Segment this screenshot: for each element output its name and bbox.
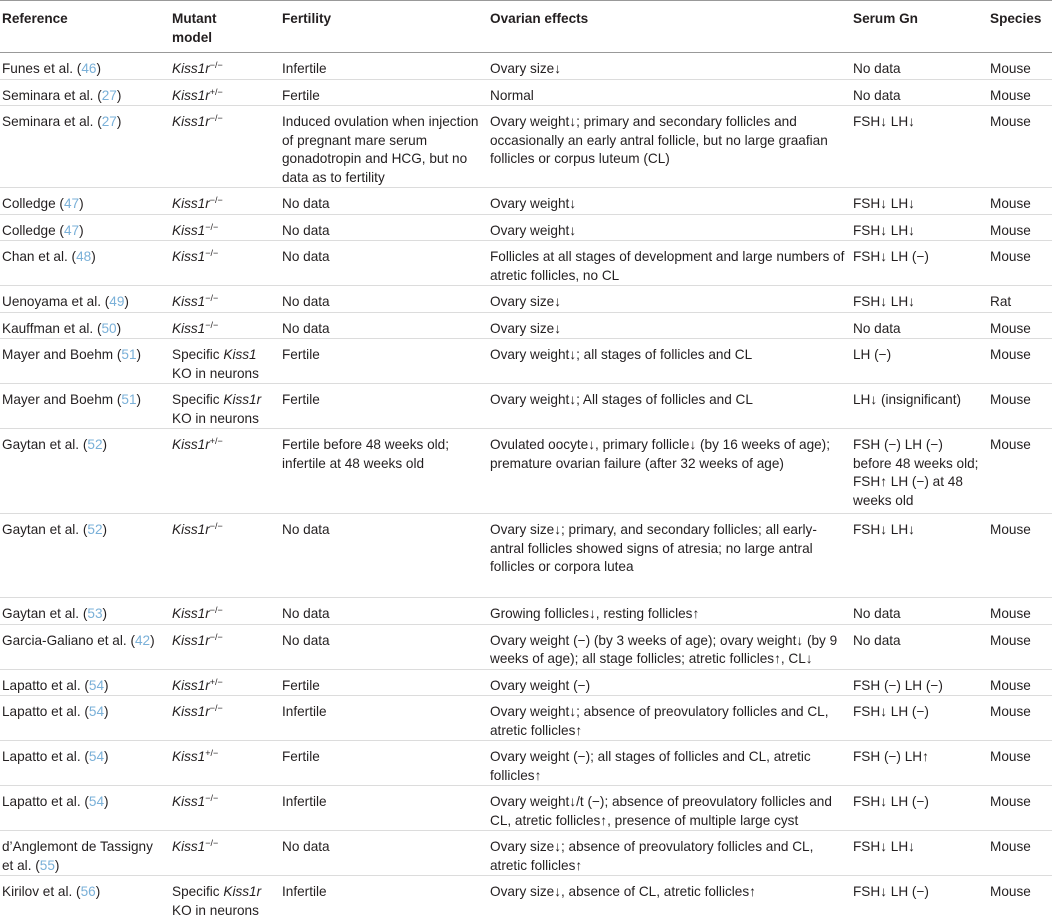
cell-species: Mouse <box>990 884 1031 899</box>
reference-author: Lapatto et al. ( <box>2 794 89 809</box>
table-row <box>0 741 1052 786</box>
cell-serum-gn: FSH↓ LH↓ <box>851 514 988 598</box>
cell-serum-gn: No data <box>851 79 988 106</box>
cell-serum-gn: FSH↓ LH↓ <box>851 106 988 188</box>
header-ovarian-effects: Ovarian effects <box>488 1 851 53</box>
model-gene: Kiss1r <box>172 196 210 211</box>
cell-reference <box>0 79 170 106</box>
citation-link[interactable]: 42 <box>134 632 151 648</box>
cell-reference <box>0 598 170 625</box>
cell-ovarian-effects: Ovary weight↓; absence of preovulatory follicles and CL, atretic follicles↑ <box>488 696 851 741</box>
reference-author: Colledge ( <box>2 196 64 211</box>
cell-species: Mouse <box>988 384 1052 429</box>
reference-author: Seminara et al. ( <box>2 114 102 129</box>
model-gene: Kiss1 <box>172 749 206 764</box>
reference-close-paren: ) <box>79 222 84 238</box>
citation-link[interactable]: 27 <box>101 87 117 103</box>
reference-author: Funes et al. ( <box>2 61 82 76</box>
cell-ovarian-effects: Ovary size↓ <box>488 53 851 80</box>
cell-mutant-model <box>170 598 280 625</box>
model-gene: Kiss1 <box>172 839 206 854</box>
cell-serum-gn: FSH↓ LH (−) <box>851 696 988 741</box>
cell-fertility: Fertile <box>280 79 488 106</box>
cell-mutant-model <box>170 696 280 741</box>
citation-link[interactable]: 51 <box>121 392 137 407</box>
citation-link[interactable]: 54 <box>88 677 105 693</box>
model-gene: Kiss1r <box>172 114 210 129</box>
model-gene: Kiss1 <box>223 347 257 362</box>
reference-close-paren: ) <box>91 249 96 264</box>
cell-species: Mouse <box>988 339 1052 384</box>
cell-ovarian-effects: Ovary size↓ <box>488 312 851 339</box>
model-genotype: −/− <box>209 631 223 642</box>
cell-mutant-model <box>170 312 280 339</box>
cell-ovarian-effects: Ovary size↓; primary, and secondary follicles; all early-antral follicles showed signs of atresia; no large antral follicles or corpora lutea <box>488 514 851 598</box>
reference-close-paren: ) <box>79 196 84 211</box>
cell-reference <box>0 286 170 313</box>
cell-mutant-model <box>170 624 280 669</box>
cell-ovarian-effects: Follicles at all stages of development and large numbers of atretic follicles, no CL <box>488 241 851 286</box>
cell-serum-gn: FSH↓ LH↓ <box>851 214 988 241</box>
reference-close-paren: ) <box>96 61 101 76</box>
cell-mutant-model <box>170 53 280 80</box>
cell-fertility: Fertile <box>280 384 488 429</box>
cell-serum-gn: FSH↓ LH↓ <box>851 188 988 215</box>
cell-species: Mouse <box>988 53 1052 80</box>
cell-reference <box>0 514 170 598</box>
cell-serum-gn: FSH↓ LH↓ <box>851 831 988 876</box>
model-genotype: +/− <box>209 436 223 446</box>
reference-author: Kauffman et al. ( <box>2 320 102 336</box>
citation-link[interactable]: 56 <box>80 884 96 899</box>
cell-serum-gn: No data <box>851 598 988 625</box>
cell-fertility: Infertile <box>280 786 488 831</box>
cell-serum-gn: No data <box>851 53 988 80</box>
cell-reference <box>0 429 170 514</box>
cell-species: Mouse <box>988 79 1052 106</box>
cell-reference <box>0 624 170 669</box>
table-row <box>0 429 1052 514</box>
model-gene: Kiss1r <box>172 632 210 648</box>
cell-species: Mouse <box>988 241 1052 286</box>
cell-mutant-model <box>170 214 280 241</box>
cell-reference <box>0 188 170 215</box>
cell-ovarian-effects: Ovulated oocyte↓, primary follicle↓ (by 16 weeks of age); premature ovarian failure (after 32 weeks of age) <box>488 429 851 514</box>
model-gene: Kiss1 <box>172 249 206 264</box>
citation-link[interactable]: 54 <box>88 794 105 809</box>
model-genotype: −/− <box>209 703 223 713</box>
table-row <box>0 53 1052 80</box>
cell-species: Mouse <box>988 598 1052 625</box>
model-genotype: +/− <box>209 86 223 97</box>
model-genotype: −/− <box>209 195 223 205</box>
cell-reference <box>0 312 170 339</box>
reference-author: Lapatto et al. ( <box>2 677 89 693</box>
cell-reference <box>0 384 170 429</box>
reference-close-paren: ) <box>136 392 142 407</box>
table-row <box>0 79 1052 106</box>
header-fertility: Fertility <box>280 1 488 53</box>
cell-species: Mouse <box>988 106 1052 188</box>
model-genotype: −/− <box>209 605 223 615</box>
cell-species: Mouse <box>988 786 1052 831</box>
model-gene: Kiss1r <box>223 392 262 407</box>
cell-reference <box>0 696 170 741</box>
cell-species: Mouse <box>988 312 1052 339</box>
cell-fertility: No data <box>280 598 488 625</box>
cell-serum-gn: FSH↓ LH (−) <box>853 884 929 899</box>
reference-close-paren: ) <box>116 87 122 103</box>
cell-fertility: No data <box>280 241 488 286</box>
table-row <box>0 831 1052 876</box>
reference-close-paren: ) <box>95 884 101 899</box>
reference-close-paren: ) <box>116 114 122 129</box>
reference-close-paren: ) <box>102 437 108 452</box>
cell-ovarian-effects: Ovary size↓, absence of CL, atretic follicles↑ <box>490 884 756 899</box>
cell-fertility: Infertile <box>282 884 327 899</box>
citation-link[interactable]: 48 <box>76 249 92 264</box>
citation-link[interactable]: 55 <box>39 857 55 873</box>
cell-ovarian-effects: Ovary size↓ <box>488 286 851 313</box>
reference-author: Uenoyama et al. ( <box>2 294 110 309</box>
table-row <box>0 598 1052 625</box>
model-genotype: −/− <box>209 113 223 123</box>
cell-mutant-model <box>170 241 280 286</box>
cell-mutant-model <box>170 286 280 313</box>
reference-author: d’Anglemont de Tassigny et al. ( <box>2 839 153 873</box>
cell-reference <box>0 339 170 384</box>
reference-close-paren: ) <box>124 294 129 309</box>
reference-close-paren: ) <box>104 677 109 693</box>
model-suffix: KO in neurons <box>172 410 259 426</box>
model-gene: Kiss1r <box>223 884 262 899</box>
table-row <box>0 106 1052 188</box>
table-row <box>0 214 1052 241</box>
cell-species: Rat <box>988 286 1052 313</box>
cell-serum-gn: No data <box>851 624 988 669</box>
table-row <box>0 384 1052 429</box>
cell-species: Mouse <box>988 696 1052 741</box>
model-genotype: −/− <box>205 838 219 848</box>
reference-author: Kirilov et al. ( <box>2 884 81 899</box>
model-genotype: +/− <box>205 748 219 758</box>
header-serum-gn: Serum Gn <box>851 1 988 53</box>
cell-mutant-model <box>170 514 280 598</box>
header-row <box>0 1 1052 53</box>
cell-serum-gn: FSH↓ LH (−) <box>851 786 988 831</box>
model-prefix: Specific <box>172 884 224 899</box>
citation-link[interactable]: 27 <box>101 114 117 129</box>
model-suffix: KO in neurons <box>172 365 259 381</box>
reference-close-paren: ) <box>150 632 155 648</box>
cell-ovarian-effects: Ovary weight (−) (by 3 weeks of age); ovary weight↓ (by 9 weeks of age); all stage follicles; atretic follicles↑, CL↓ <box>488 624 851 669</box>
citation-link[interactable]: 46 <box>81 61 97 76</box>
model-gene: Kiss1 <box>172 320 206 336</box>
cell-serum-gn: FSH↓ LH↓ <box>851 286 988 313</box>
citation-link[interactable]: 47 <box>63 196 80 211</box>
cell-serum-gn: No data <box>851 312 988 339</box>
reference-author: Chan et al. ( <box>2 249 77 264</box>
cell-mutant-model <box>170 339 280 384</box>
cell-species: Mouse <box>988 429 1052 514</box>
model-gene: Kiss1r <box>172 677 210 693</box>
cell-fertility: No data <box>280 188 488 215</box>
table-row <box>0 669 1052 696</box>
cell-ovarian-effects: Ovary weight↓ <box>488 214 851 241</box>
table-row <box>0 312 1052 339</box>
cell-mutant-model <box>170 831 280 876</box>
reference-author: Lapatto et al. ( <box>2 749 89 764</box>
header-species: Species <box>988 1 1052 53</box>
cell-ovarian-effects: Ovary weight↓; All stages of follicles and CL <box>488 384 851 429</box>
cell-fertility: No data <box>280 312 488 339</box>
cell-reference <box>0 53 170 80</box>
cell-fertility: No data <box>280 624 488 669</box>
citation-link[interactable]: 52 <box>87 522 103 537</box>
cell-mutant-model <box>170 786 280 831</box>
cell-mutant-model <box>170 384 280 429</box>
citation-link[interactable]: 49 <box>109 294 125 309</box>
reference-close-paren: ) <box>104 704 109 719</box>
cell-species: Mouse <box>988 214 1052 241</box>
cell-ovarian-effects: Ovary weight↓; all stages of follicles and CL <box>488 339 851 384</box>
reference-close-paren: ) <box>136 347 142 362</box>
citation-link[interactable]: 47 <box>63 222 80 238</box>
cell-ovarian-effects: Ovary size↓; absence of preovulatory follicles and CL, atretic follicles↑ <box>488 831 851 876</box>
model-gene: Kiss1r <box>172 606 210 621</box>
cell-ovarian-effects: Ovary weight (−); all stages of follicles and CL, atretic follicles↑ <box>488 741 851 786</box>
cell-fertility: No data <box>280 831 488 876</box>
table-row <box>0 514 1052 598</box>
model-gene: Kiss1r <box>172 522 210 537</box>
cell-species: Mouse <box>988 624 1052 669</box>
cell-fertility: No data <box>280 214 488 241</box>
reference-author: Gaytan et al. ( <box>2 522 88 537</box>
model-genotype: −/− <box>209 521 223 531</box>
reference-author: Seminara et al. ( <box>2 87 102 103</box>
cell-serum-gn: FSH (−) LH (−) before 48 weeks old; FSH↑ LH (−) at 48 weeks old <box>851 429 988 514</box>
cell-mutant-model <box>170 429 280 514</box>
reference-author: Gaytan et al. ( <box>2 437 88 452</box>
model-gene: Kiss1r <box>172 437 210 452</box>
cell-fertility: Infertile <box>280 53 488 80</box>
cell-reference <box>0 831 170 876</box>
cell-fertility: Fertile <box>280 669 488 696</box>
reference-author: Lapatto et al. ( <box>2 704 89 719</box>
cell-reference <box>0 241 170 286</box>
header-mutant-model: Mutant model <box>170 1 280 53</box>
model-genotype: −/− <box>205 319 219 330</box>
cell-species: Mouse <box>988 669 1052 696</box>
cell-reference <box>0 741 170 786</box>
reference-author: Garcia-Galiano et al. ( <box>2 632 135 648</box>
model-gene: Kiss1r <box>172 87 210 103</box>
citation-link[interactable]: 54 <box>88 704 105 719</box>
cell-species: Mouse <box>988 831 1052 876</box>
cell-mutant-model <box>170 876 280 921</box>
cell-fertility: Fertile <box>280 339 488 384</box>
table-body <box>0 53 1052 921</box>
reference-author: Mayer and Boehm ( <box>2 392 122 407</box>
cell-serum-gn: LH (−) <box>851 339 988 384</box>
reference-close-paren: ) <box>102 522 108 537</box>
cell-ovarian-effects: Normal <box>488 79 851 106</box>
table-row <box>0 876 1052 921</box>
table-row <box>0 624 1052 669</box>
model-genotype: −/− <box>205 793 219 803</box>
cell-fertility: Induced ovulation when injection of pregnant mare serum gonadotropin and HCG, but no data as to fertility <box>280 106 488 188</box>
cell-mutant-model <box>170 188 280 215</box>
cell-reference <box>0 786 170 831</box>
citation-link[interactable]: 53 <box>87 606 103 621</box>
cell-ovarian-effects: Ovary weight (−) <box>488 669 851 696</box>
cell-serum-gn: FSH↓ LH (−) <box>851 241 988 286</box>
cell-ovarian-effects: Ovary weight↓; primary and secondary follicles and occasionally an early antral follicle, but no large graafian follicles or corpus luteum (CL) <box>488 106 851 188</box>
cell-reference <box>0 876 170 921</box>
cell-fertility: Fertile <box>280 741 488 786</box>
reference-author: Gaytan et al. ( <box>2 606 88 621</box>
table-row <box>0 339 1052 384</box>
model-gene: Kiss1 <box>172 294 206 309</box>
table-row <box>0 188 1052 215</box>
cell-reference <box>0 106 170 188</box>
table-row <box>0 286 1052 313</box>
cell-mutant-model <box>170 669 280 696</box>
cell-mutant-model <box>170 79 280 106</box>
cell-ovarian-effects: Growing follicles↓, resting follicles↑ <box>488 598 851 625</box>
cell-fertility: Infertile <box>280 696 488 741</box>
model-suffix: KO in neurons <box>172 902 259 918</box>
model-gene: Kiss1 <box>172 794 206 809</box>
citation-link[interactable]: 50 <box>101 320 117 336</box>
reference-close-paren: ) <box>116 320 122 336</box>
cell-reference <box>0 214 170 241</box>
cell-species: Mouse <box>988 188 1052 215</box>
model-gene: Kiss1 <box>172 222 206 238</box>
reference-close-paren: ) <box>104 749 109 764</box>
cell-serum-gn: FSH (−) LH (−) <box>851 669 988 696</box>
cell-species: Mouse <box>988 741 1052 786</box>
reference-close-paren: ) <box>54 857 60 873</box>
reference-author: Mayer and Boehm ( <box>2 347 122 362</box>
reference-close-paren: ) <box>102 606 108 621</box>
cell-serum-gn: FSH (−) LH↑ <box>851 741 988 786</box>
citation-link[interactable]: 52 <box>87 437 103 452</box>
header-reference: Reference <box>0 1 170 53</box>
model-gene: Kiss1r <box>172 61 210 76</box>
model-genotype: −/− <box>205 221 219 232</box>
model-genotype: −/− <box>209 60 223 70</box>
cell-serum-gn: LH↓ (insignificant) <box>851 384 988 429</box>
model-gene: Kiss1r <box>172 704 210 719</box>
reference-author: Colledge ( <box>2 222 64 238</box>
model-genotype: −/− <box>205 248 219 258</box>
citation-link[interactable]: 51 <box>121 347 137 362</box>
cell-mutant-model <box>170 106 280 188</box>
model-genotype: +/− <box>209 676 223 687</box>
cell-ovarian-effects: Ovary weight↓ <box>488 188 851 215</box>
citation-link[interactable]: 54 <box>88 749 105 764</box>
cell-ovarian-effects: Ovary weight↓/t (−); absence of preovulatory follicles and CL, atretic follicles↑, presence of multiple large cyst <box>488 786 851 831</box>
cell-fertility: No data <box>280 514 488 598</box>
cell-species: Mouse <box>988 514 1052 598</box>
model-genotype: −/− <box>205 293 219 303</box>
model-prefix: Specific <box>172 347 224 362</box>
model-prefix: Specific <box>172 392 224 407</box>
reference-close-paren: ) <box>104 794 109 809</box>
cell-mutant-model <box>170 741 280 786</box>
cell-reference <box>0 669 170 696</box>
cell-fertility: Fertile before 48 weeks old; infertile at 48 weeks old <box>280 429 488 514</box>
table-row <box>0 241 1052 286</box>
cell-fertility: No data <box>280 286 488 313</box>
table-row <box>0 696 1052 741</box>
table-row <box>0 786 1052 831</box>
